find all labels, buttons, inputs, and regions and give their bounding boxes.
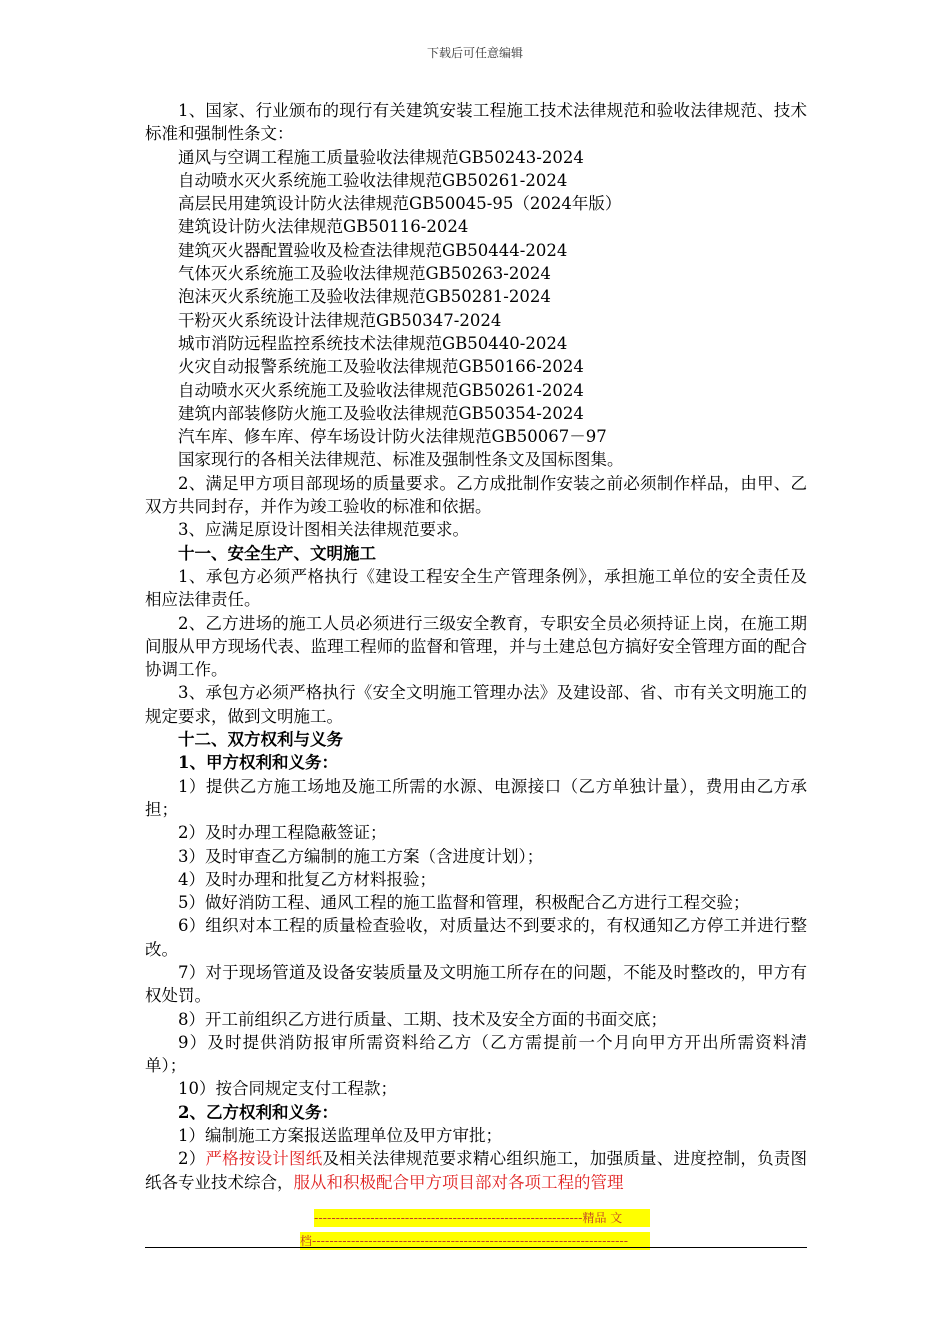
paragraph: 1）提供乙方施工场地及施工所需的水源、电源接口（乙方单独计量），费用由乙方承担； <box>145 776 807 819</box>
page-header: 下载后可任意编辑 <box>426 46 523 60</box>
paragraph: 5）做好消防工程、通风工程的施工监督和管理，积极配合乙方进行工程交验； <box>178 893 750 913</box>
paragraph: 城市消防远程监控系统技术法律规范GB50440-2024 <box>178 333 568 353</box>
footer-line <box>300 1234 650 1253</box>
red-text-run: 服从和积极配合甲方项目部对各项工程的管理 <box>293 1172 624 1192</box>
section-heading: 十二、双方权利与义务 <box>178 730 343 750</box>
document-body <box>145 99 807 1194</box>
paragraph: 汽车库、修车库、停车场设计防火法律规范GB50067－97 <box>178 427 607 447</box>
paragraph: 2、乙方进场的施工人员必须进行三级安全教育，专职安全员必须持证上岗，在施工期间服从甲方现场代表、监理工程师的监督和管理，并与土建总包方搞好安全管理方面的配合协调工作。 <box>145 613 807 680</box>
paragraph: 6）组织对本工程的质量检查验收，对质量达不到要求的，有权通知乙方停工并进行整改。 <box>145 916 807 959</box>
paragraph: 高层民用建筑设计防火法律规范GB50045-95（2024年版） <box>178 194 622 214</box>
paragraph: 3、应满足原设计图相关法律规范要求。 <box>178 520 469 540</box>
paragraph: 建筑内部装修防火施工及验收法律规范GB50354-2024 <box>178 403 584 423</box>
page-footer <box>300 1209 650 1255</box>
paragraph: 1、承包方必须严格执行《建设工程安全生产管理条例》，承担施工单位的安全责任及相应法律责任。 <box>145 566 807 610</box>
section-heading: 十一、安全生产、文明施工 <box>178 543 376 563</box>
subsection-heading: 1、甲方权利和义务： <box>178 753 338 773</box>
footer-highlight: 档------------------------------------------------------------------------- <box>300 1232 650 1250</box>
paragraph: 火灾自动报警系统施工及验收法律规范GB50166-2024 <box>178 357 584 377</box>
paragraph: 2）及时办理工程隐蔽签证； <box>178 823 387 843</box>
paragraph: 9）及时提供消防报审所需资料给乙方（乙方需提前一个月向甲方开出所需资料清单）； <box>145 1032 807 1076</box>
paragraph: 建筑灭火器配置验收及检查法律规范GB50444-2024 <box>178 240 568 260</box>
paragraph: 2、满足甲方项目部现场的质量要求。乙方成批制作安装之前必须制作样品，由甲、乙双方共同封存，并作为竣工验收的标准和依据。 <box>145 473 807 517</box>
paragraph: 8）开工前组织乙方进行质量、工期、技术及安全方面的书面交底； <box>178 1009 667 1029</box>
paragraph: 4）及时办理和批复乙方材料报验； <box>178 869 436 889</box>
text-run: 2） <box>178 1149 206 1169</box>
paragraph: 1）编制施工方案报送监理单位及甲方审批； <box>178 1126 502 1146</box>
paragraph: 干粉灭火系统设计法律规范GB50347-2024 <box>178 310 502 330</box>
paragraph: 气体灭火系统施工及验收法律规范GB50263-2024 <box>178 264 551 284</box>
footer-divider <box>145 1247 807 1248</box>
footer-line <box>314 1209 650 1232</box>
footer-highlight: --------------------------------------------------------------精品 文 <box>314 1209 650 1227</box>
paragraph: 通风与空调工程施工质量验收法律规范GB50243-2024 <box>178 147 584 167</box>
paragraph-with-highlights <box>145 1147 807 1194</box>
paragraph: 1、国家、行业颁布的现行有关建筑安装工程施工技术法律规范和验收法律规范、技术标准和强制性条文： <box>145 101 807 144</box>
paragraph: 7）对于现场管道及设备安装质量及文明施工所存在的问题，不能及时整改的，甲方有权处罚。 <box>145 962 807 1006</box>
paragraph: 3、承包方必须严格执行《安全文明施工管理办法》及建设部、省、市有关文明施工的规定要求，做到文明施工。 <box>145 683 807 726</box>
paragraph: 3）及时审查乙方编制的施工方案（含进度计划）； <box>178 846 544 866</box>
paragraph: 自动喷水灭火系统施工及验收法律规范GB50261-2024 <box>178 380 584 400</box>
paragraph: 国家现行的各相关法律规范、标准及强制性条文及国标图集。 <box>178 450 624 470</box>
paragraph: 自动喷水灭火系统施工验收法律规范GB50261-2024 <box>178 170 568 190</box>
red-text-run: 严格按设计图纸 <box>205 1149 323 1169</box>
paragraph: 10）按合同规定支付工程款； <box>178 1079 397 1099</box>
paragraph: 建筑设计防火法律规范GB50116-2024 <box>178 217 469 237</box>
subsection-heading: 2、乙方权利和义务： <box>178 1102 338 1122</box>
text-run: 及相关法律规范要求精心组织施工，加强质量、进度控制，负责图纸各专业技术综合， <box>145 1149 808 1192</box>
paragraph: 泡沫灭火系统施工及验收法律规范GB50281-2024 <box>178 287 551 307</box>
